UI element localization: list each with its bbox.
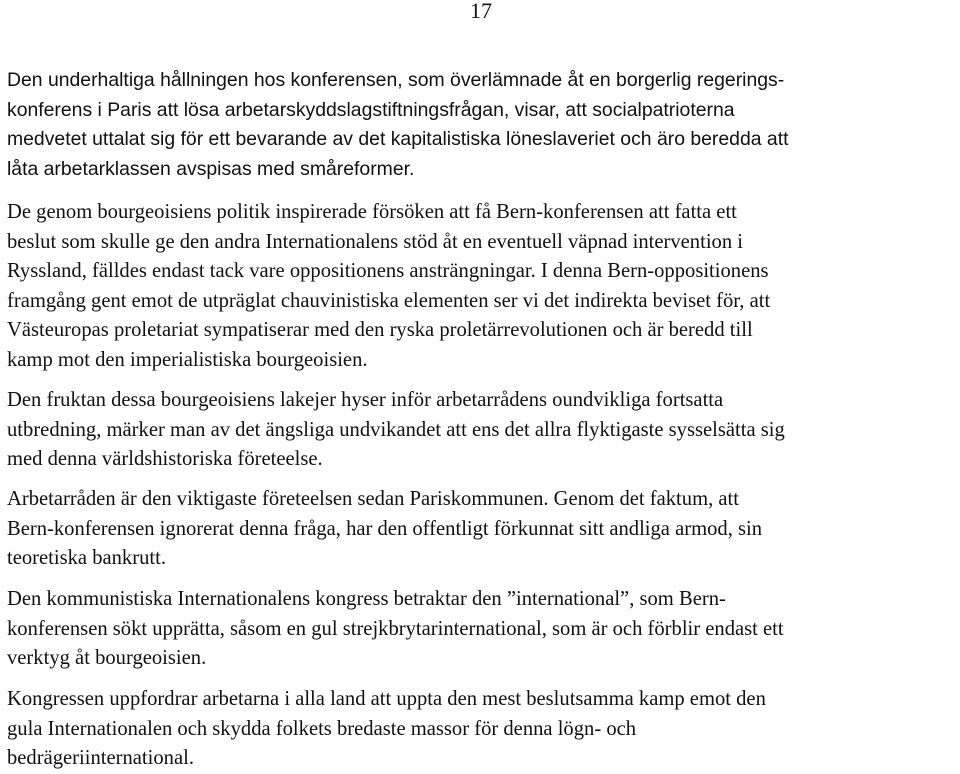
paragraph-line: verktyg åt bourgeoisien.: [7, 647, 207, 669]
paragraph-line: bedrägeriinternational.: [7, 747, 194, 769]
paragraph-6: [7, 685, 766, 774]
paragraph-line: Bern-konferensen ignorerat denna fråga, har den offentligt förkunnat sitt andliga armod, sin: [7, 517, 763, 540]
paragraph-line: framgång gent emot de utpräglat chauvinistiska elementen ser vi det indirekta beviset för, att: [7, 289, 771, 312]
paragraph-line: Västeuropas proletariat sympatiserar med den ryska proletärrevolutionen och är beredd till: [7, 319, 753, 341]
paragraph-line: De genom bourgeoisiens politik inspirerade försöken att få Bern-konferensen att fatta ett: [7, 201, 737, 223]
paragraph-2: [7, 198, 770, 375]
paragraph-line: Ryssland, fälldes endast tack vare oppositionens ansträngningar. I denna Bern-oppositionens: [7, 260, 769, 282]
paragraph-3: [7, 386, 785, 475]
paragraph-line: Den kommunistiska Internationalens kongress betraktar den ”international”, som Bern-: [7, 588, 726, 610]
paragraph-line: med denna världshistoriska företeelse.: [7, 448, 323, 470]
page-number: 17: [470, 0, 492, 23]
paragraph-line: låta arbetarklassen avspisas med småreformer.: [7, 157, 415, 180]
paragraph-4: [7, 485, 762, 574]
paragraph-line: utbredning, märker man av det ängsliga undvikandet att ens det allra flyktigaste sysselsätta sig: [7, 418, 785, 441]
paragraph-line: medvetet uttalat sig för ett bevarande av det kapitalistiska löneslaveriet och äro beredda att: [7, 128, 789, 150]
paragraph-line: Arbetarråden är den viktigaste företeelsen sedan Pariskommunen. Genom det faktum, att: [7, 488, 739, 510]
paragraph-line: teoretiska bankrutt.: [7, 547, 166, 569]
paragraph-line: konferensen sökt upprätta, såsom en gul strejkbrytarinternational, som är och förblir endast ett: [7, 617, 784, 640]
paragraph-line: beslut som skulle ge den andra Internationalens stöd åt en eventuell väpnad intervention i: [7, 230, 744, 253]
paragraph-line: Kongressen uppfordrar arbetarna i alla land att uppta den mest beslutsamma kamp emot den: [7, 688, 766, 710]
paragraph-line: Den fruktan dessa bourgeoisiens lakejer hyser inför arbetarrådens oundvikliga fortsatta: [7, 389, 724, 411]
paragraph-5: [7, 585, 784, 674]
paragraph-line: Den underhaltiga hållningen hos konferensen, som överlämnade åt en borgerlig regerings-: [7, 69, 785, 91]
paragraph-1: [7, 66, 788, 184]
paragraph-line: konferens i Paris att lösa arbetarskyddslagstiftningsfrågan, visar, att socialpatrioterna: [7, 98, 735, 121]
paragraph-line: gula Internationalen och skydda folkets bredaste massor för denna lögn- och: [7, 717, 637, 740]
paragraph-line: kamp mot den imperialistiska bourgeoisien.: [7, 348, 368, 371]
